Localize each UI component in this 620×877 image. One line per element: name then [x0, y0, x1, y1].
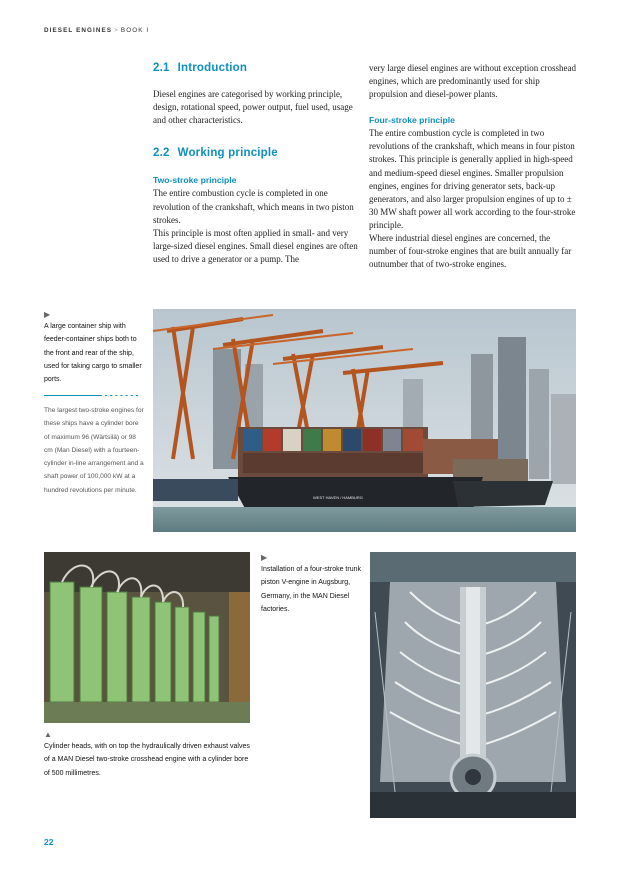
four-stroke-paragraph-2: Where industrial diesel engines are concerned, the number of four-stroke engines that are built annually far outnumber that of two-stroke engines.	[369, 233, 572, 270]
arrow-right-icon: ▶	[44, 310, 51, 319]
caption-container-ship	[44, 310, 144, 386]
left-text-column	[153, 62, 359, 266]
section-number: 2.2	[153, 147, 170, 160]
section-title: Working principle	[177, 147, 278, 160]
container-ship-photo	[153, 309, 576, 532]
header-section: DIESEL ENGINES	[44, 27, 113, 34]
caption-text: A large container ship with feeder-container ships both to the front and rear of the ship, used for taking cargo to smaller ports.	[44, 323, 142, 384]
cylinder-heads-photo	[44, 552, 250, 723]
section-number: 2.1	[153, 62, 170, 74]
running-header	[44, 27, 149, 34]
section-heading-introduction	[153, 62, 359, 75]
caption-v-engine	[261, 553, 363, 616]
ship-engine-note: The largest two-stroke engines for these ships have a cylinder bore of maximum 96 (Wärtsilä) or 98 cm (Man Diesel) with a fourteen-cylinder in-line arrangement and a shaft power of 100,000 kW at a hundred revolutions per minute.	[44, 407, 144, 494]
section-heading-working-principle	[153, 147, 359, 160]
v-engine-photo	[370, 552, 576, 818]
caption-text: Cylinder heads, with on top the hydraulically driven exhaust valves of a MAN Diesel two-stroke crosshead engine with a cylinder bore of 500 millimetres.	[44, 743, 250, 777]
continuation-paragraph: very large diesel engines are without exception crosshead engines, which are predominantly used for ship propulsion and diesel-power plants.	[369, 63, 577, 100]
section-title: Introduction	[177, 62, 248, 74]
caption-cylinder-heads	[44, 730, 254, 780]
four-stroke-paragraph-1: The entire combustion cycle is completed in two revolutions of the crankshaft, which means in four piston strokes. This principle is generally applied in high-speed and medium-speed diesel engines. Smaller propulsion engines, engines for driving generator sets, back-up generators, and also larger propulsion engines of up to ± 30 MW shaft power all work according to the four-stroke principle.	[369, 128, 576, 230]
page-number: 22	[44, 837, 54, 847]
arrow-up-icon: ▲	[44, 730, 52, 739]
ship-hull-lettering: WEST HAVEN / HAMBURG	[313, 495, 363, 500]
two-stroke-paragraph-1: The entire combustion cycle is completed in one revolution of the crankshaft, which means in two piston strokes.	[153, 188, 354, 225]
intro-paragraph: Diesel engines are categorised by working principle, design, rotational speed, power output, fuel used, usage and other characteristics.	[153, 89, 353, 126]
header-separator: >	[114, 27, 119, 34]
caption-text: Installation of a four-stroke trunk piston V-engine in Augsburg, Germany, in the MAN Diesel factories.	[261, 566, 361, 613]
right-text-column	[369, 62, 579, 271]
subheading-two-stroke: Two-stroke principle	[153, 175, 237, 186]
caption-divider	[44, 395, 141, 396]
subheading-four-stroke: Four-stroke principle	[369, 115, 455, 126]
two-stroke-paragraph-2: This principle is most often applied in small- and very large-sized diesel engines. Small diesel engines are often used to drive a generator or a pump. The	[153, 227, 358, 264]
header-book: BOOK I	[120, 27, 150, 34]
arrow-right-icon: ▶	[261, 553, 268, 562]
